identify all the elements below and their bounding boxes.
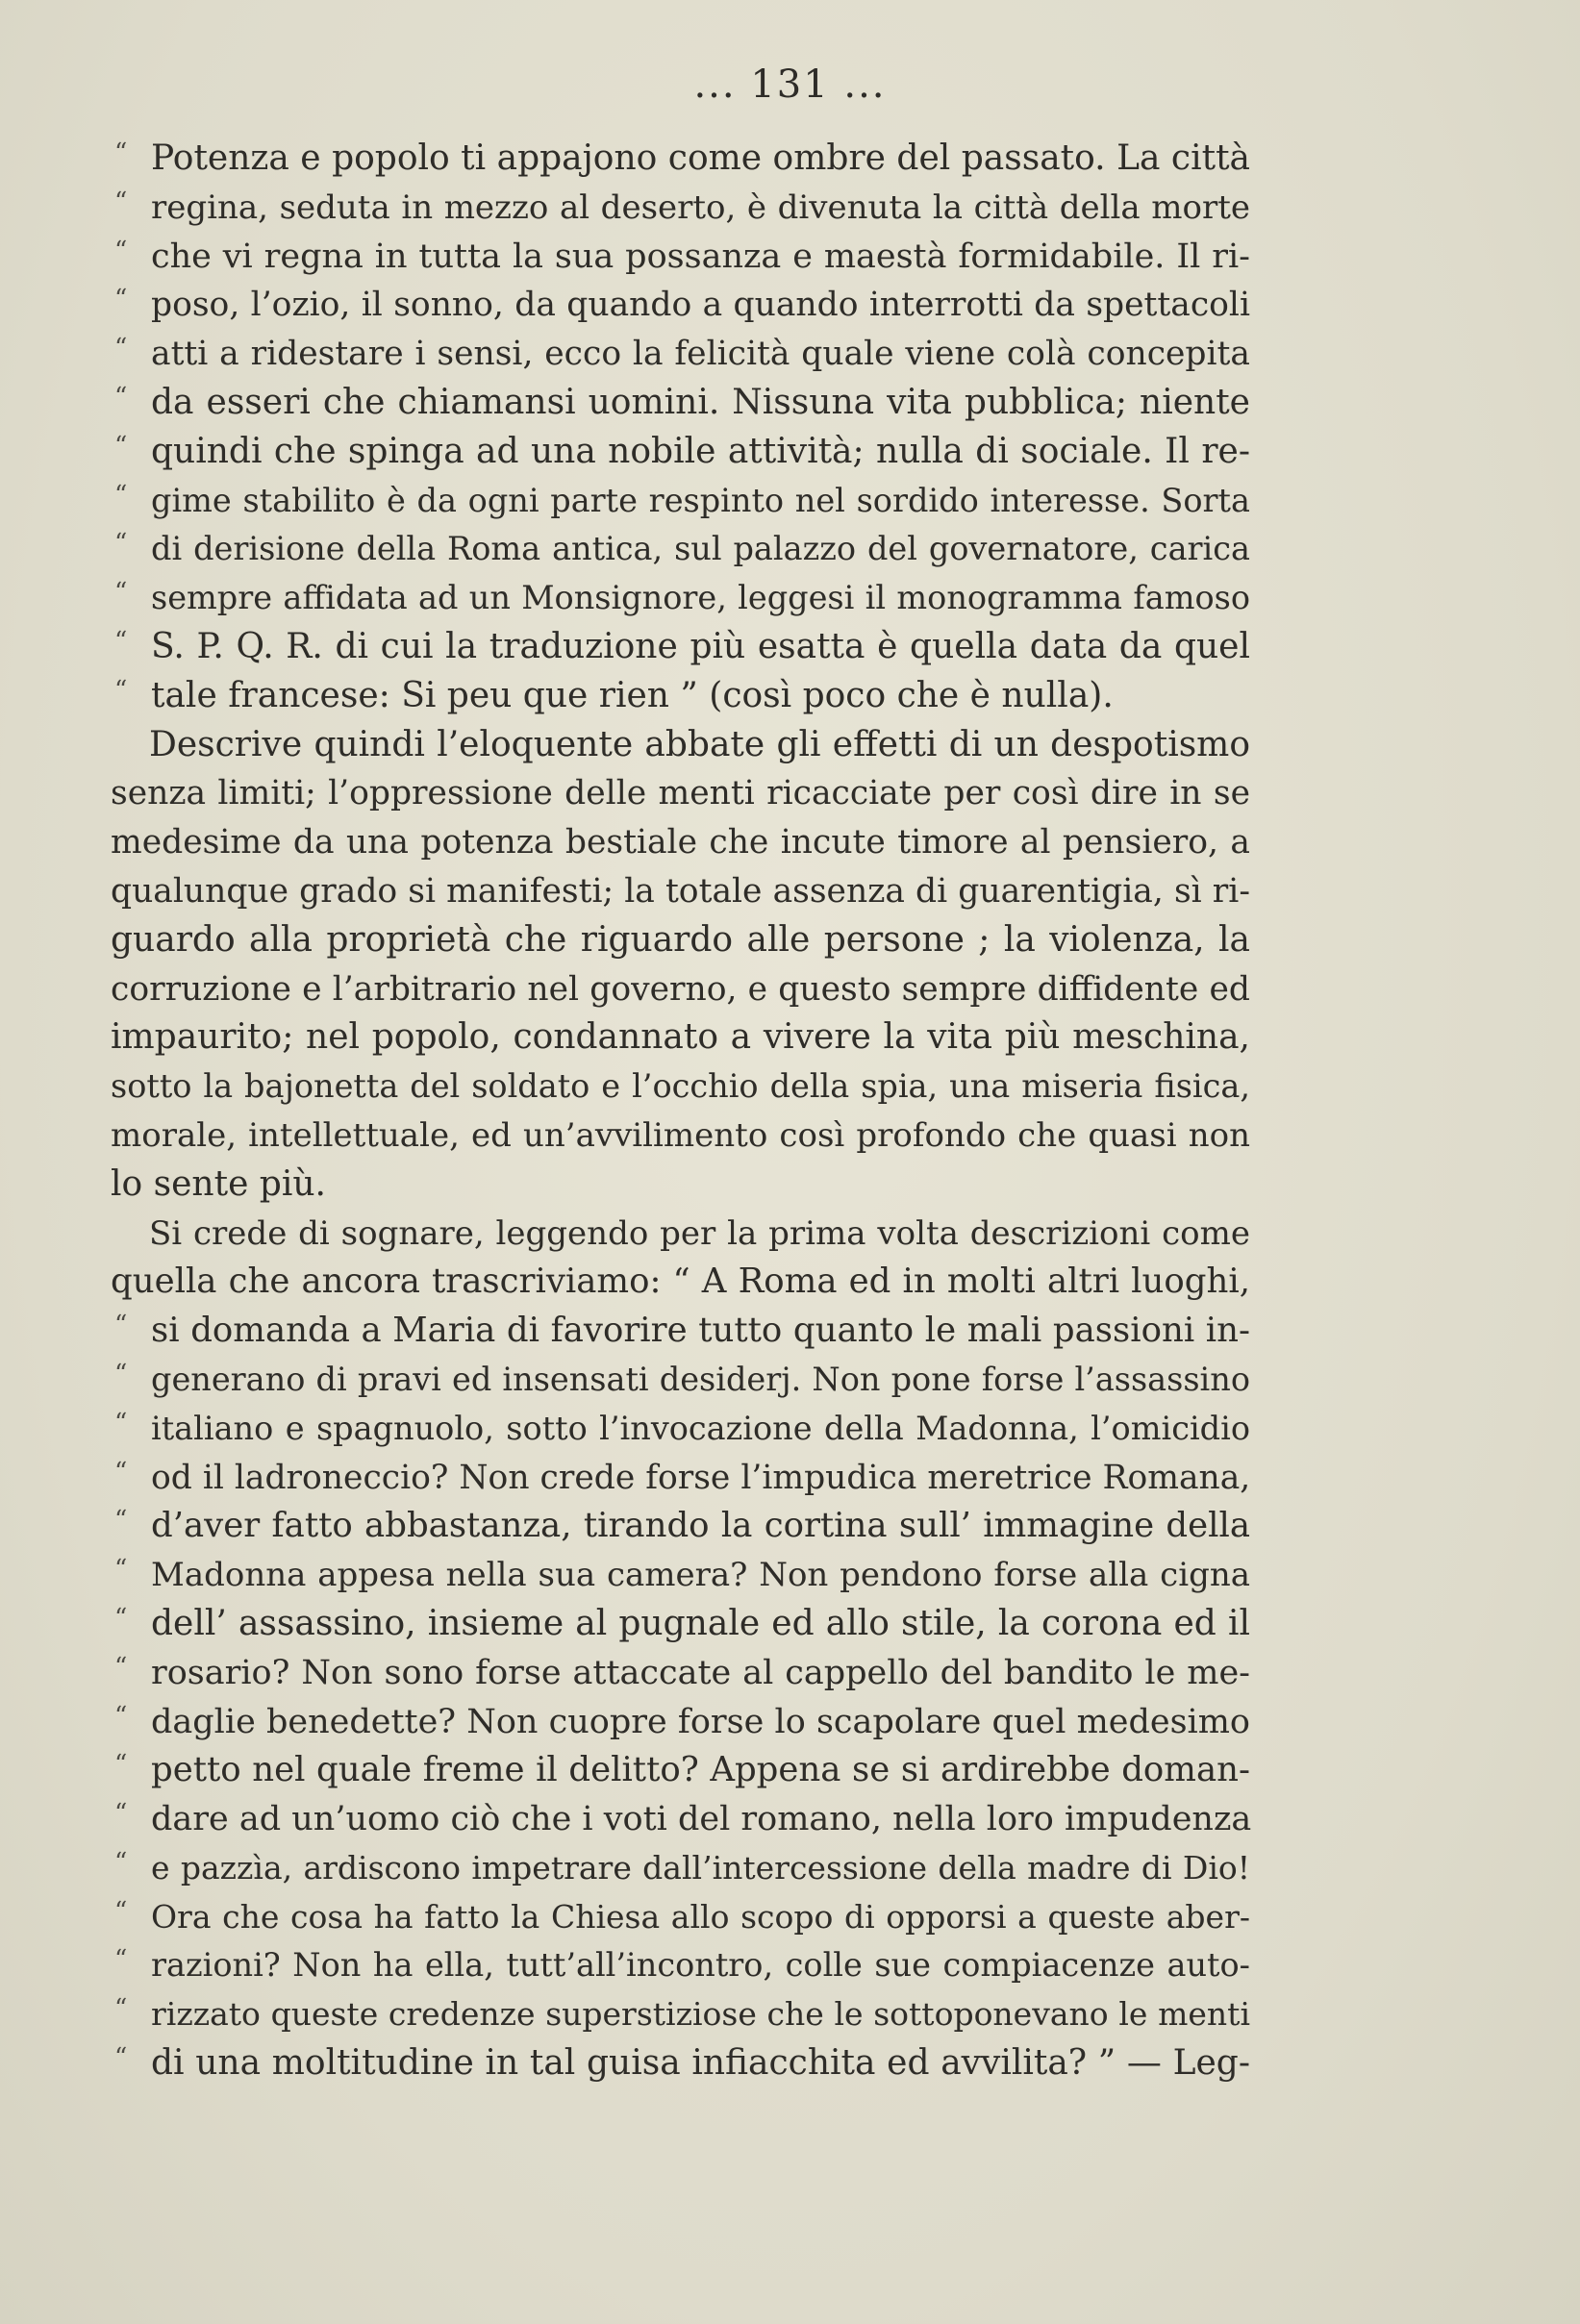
text-line: medesime da una potenza bestiale che incute timore al pensiero, a bbox=[111, 823, 1250, 862]
text-line: “ petto nel quale freme il delitto? Appena se si ardirebbe doman- bbox=[111, 1746, 1250, 1795]
text-line: impaurito; nel popolo, condannato a vivere la vita più meschina, bbox=[111, 1017, 1250, 1058]
text-line: “ di una moltitudine in tal guisa infiacchita ed avvilita? ” — Leg- bbox=[111, 2039, 1250, 2088]
text-line: “ regina, seduta in mezzo al deserto, è divenuta la città della morte bbox=[111, 184, 1250, 233]
text-line: “ rizzato queste credenze superstiziose che le sottoponevano le menti bbox=[111, 1990, 1250, 2039]
text-line: “ che vi regna in tutta la sua possanza e maestà formidabile. Il ri- bbox=[111, 233, 1250, 282]
text-line: “ daglie benedette? Non cuopre forse lo scapolare quel medesimo bbox=[111, 1698, 1250, 1747]
text-line: “ atti a ridestare i sensi, ecco la felicità quale viene colà concepita bbox=[111, 330, 1250, 379]
text-line: “ Potenza e popolo ti appajono come ombre del passato. La città bbox=[111, 135, 1250, 184]
text-line: “ gime stabilito è da ogni parte respinto nel sordido interesse. Sorta bbox=[111, 477, 1250, 526]
text-line: “ Madonna appesa nella sua camera? Non pendono forse alla cigna bbox=[111, 1551, 1250, 1600]
text-line: “ d’aver fatto abbastanza, tirando la cortina sull’ immagine della bbox=[111, 1502, 1250, 1551]
text-line: “ e pazzìa, ardiscono impetrare dall’intercessione della madre di Dio! bbox=[111, 1844, 1250, 1893]
text-line: quella che ancora trascriviamo: “ A Roma ed in molti altri luoghi, bbox=[111, 1262, 1250, 1302]
text-line: qualunque grado si manifesti; la totale assenza di guarentigia, sì ri- bbox=[111, 871, 1250, 911]
text-line: “ S. P. Q. R. di cui la traduzione più esatta è quella data da quel bbox=[111, 623, 1250, 672]
text-line: “ dell’ assassino, insieme al pugnale ed allo stile, la corona ed il bbox=[111, 1600, 1250, 1649]
text-line: senza limiti; l’oppressione delle menti ricacciate per così dire in se bbox=[111, 774, 1250, 813]
text-line: “ rosario? Non sono forse attaccate al cappello del bandito le me- bbox=[111, 1649, 1250, 1698]
text-line: sotto la bajonetta del soldato e l’occhio della spia, una miseria fisica, bbox=[111, 1067, 1250, 1106]
text-line: “ od il ladroneccio? Non crede forse l’impudica meretrice Romana, bbox=[111, 1454, 1250, 1503]
text-line: “ quindi che spinga ad una nobile attività; nulla di sociale. Il re- bbox=[111, 428, 1250, 477]
text-line: “ dare ad un’uomo ciò che i voti del romano, nella loro impudenza bbox=[111, 1795, 1250, 1844]
text-line: “ si domanda a Maria di favorire tutto quanto le mali passioni in- bbox=[111, 1307, 1250, 1356]
text-line: “ sempre affidata ad un Monsignore, leggesi il monogramma famoso bbox=[111, 574, 1250, 623]
text-line: Descrive quindi l’eloquente abbate gli effetti di un despotismo bbox=[149, 724, 1250, 764]
body-text bbox=[111, 135, 1250, 2088]
text-line: “ Ora che cosa ha fatto la Chiesa allo scopo di opporsi a queste aber- bbox=[111, 1893, 1250, 1942]
text-line: “ di derisione della Roma antica, sul palazzo del governatore, carica bbox=[111, 525, 1250, 574]
text-line: “ tale francese: Si peu que rien ” (così poco che è nulla). bbox=[111, 672, 1250, 721]
text-line: Si crede di sognare, leggendo per la prima volta descrizioni come bbox=[149, 1213, 1250, 1253]
text-line: guardo alla proprietà che riguardo alle persone ; la violenza, la bbox=[111, 919, 1250, 960]
text-line: “ razioni? Non ha ella, tutt’all’incontro, colle sue compiacenze auto- bbox=[111, 1941, 1250, 1990]
text-line: “ poso, l’ozio, il sonno, da quando a quando interrotti da spettacoli bbox=[111, 281, 1250, 330]
text-line: corruzione e l’arbitrario nel governo, e questo sempre diffidente ed bbox=[111, 969, 1250, 1009]
page-number: ... 131 ... bbox=[693, 62, 887, 107]
text-line: “ italiano e spagnuolo, sotto l’invocazione della Madonna, l’omicidio bbox=[111, 1405, 1250, 1454]
text-line: “ da esseri che chiamansi uomini. Nissuna vita pubblica; niente bbox=[111, 379, 1250, 428]
text-line: “ generano di pravi ed insensati desiderj. Non pone forse l’assassino bbox=[111, 1356, 1250, 1405]
text-line: morale, intellettuale, ed un’avvilimento così profondo che quasi non bbox=[111, 1115, 1250, 1155]
text-line: lo sente più. bbox=[111, 1163, 326, 1204]
